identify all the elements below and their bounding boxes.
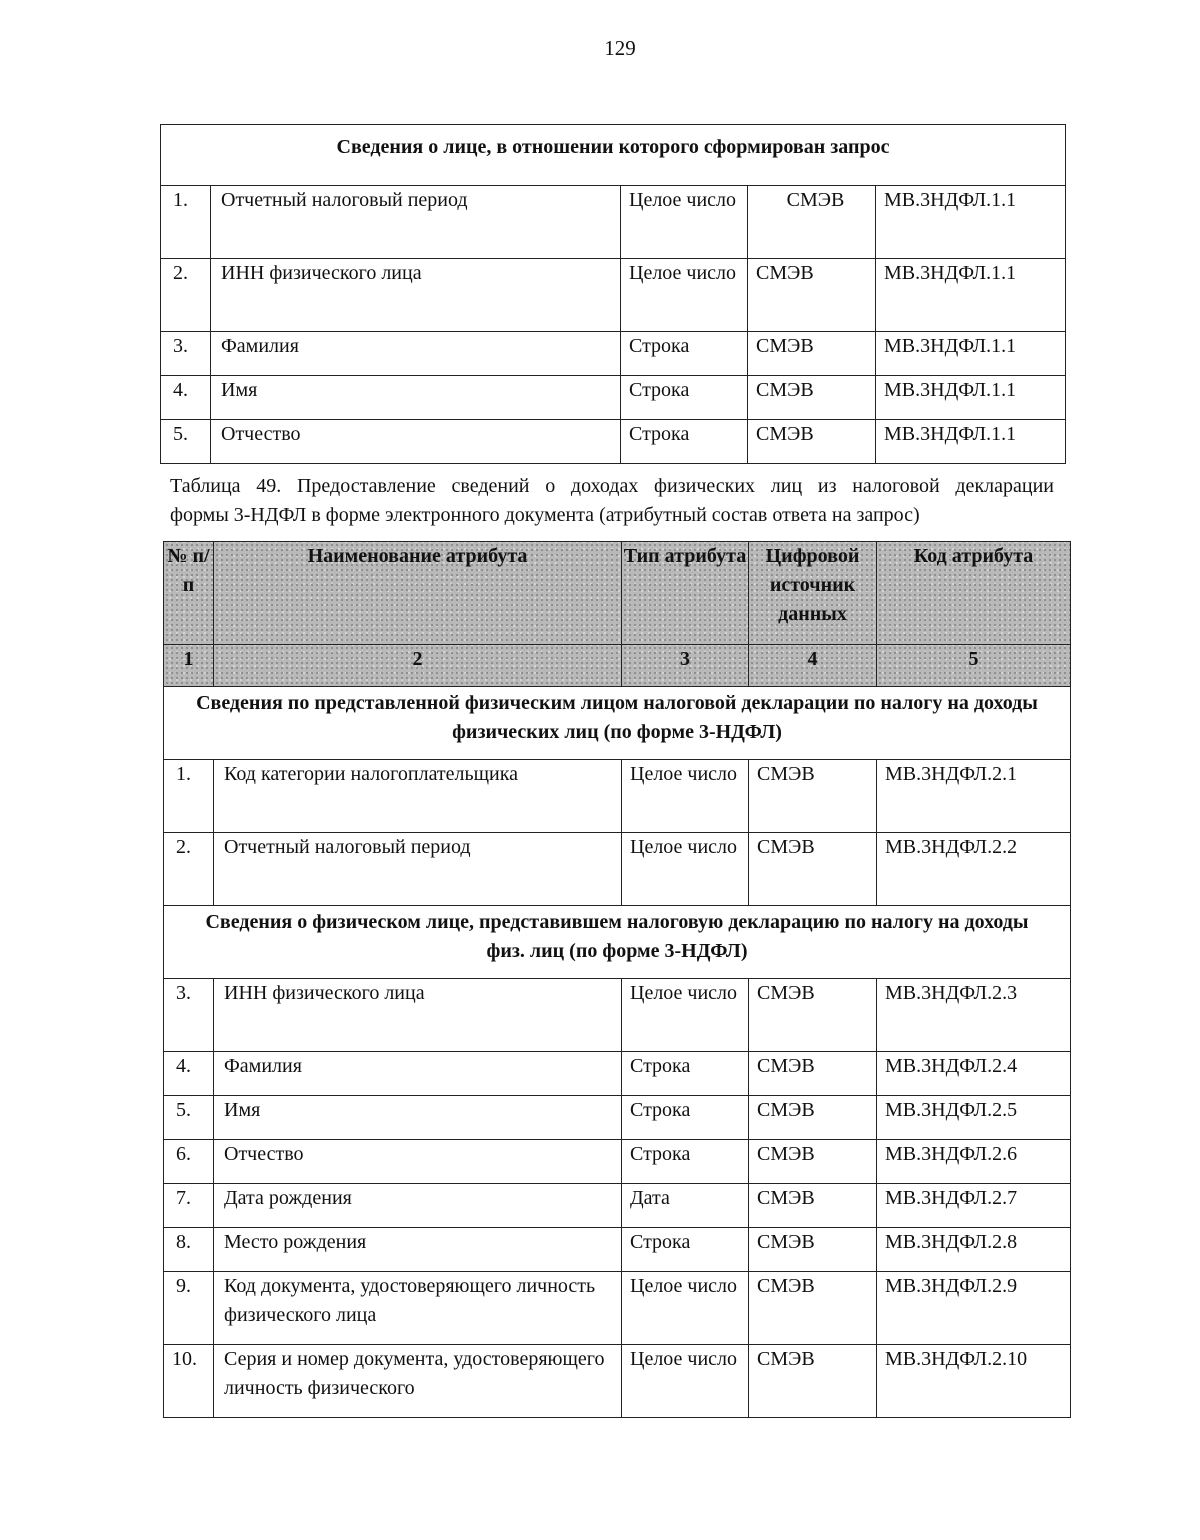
- attribute-code: МВ.3НДФЛ.1.1: [876, 420, 1066, 464]
- attribute-code: МВ.3НДФЛ.2.1: [877, 760, 1071, 833]
- attribute-code: МВ.3НДФЛ.1.1: [876, 186, 1066, 259]
- column-number: 4: [749, 645, 877, 687]
- section-title: Сведения по представленной физическим лицом налоговой декларации по налогу на доходы физических лиц (по форме 3-НДФЛ): [164, 687, 1071, 760]
- header-attribute-name: Наименование атрибута: [214, 542, 622, 645]
- attribute-name: Дата рождения: [214, 1184, 622, 1228]
- header-data-source: Цифровой источник данных: [749, 542, 877, 645]
- table-row: [164, 1184, 1071, 1228]
- section-title: Сведения о физическом лице, представившем налоговую декларацию по налогу на доходы физ. лиц (по форме 3-НДФЛ): [164, 906, 1071, 979]
- data-source: СМЭВ: [749, 833, 877, 906]
- attribute-name: Отчество: [214, 1140, 622, 1184]
- attribute-type: Целое число: [621, 186, 748, 259]
- attribute-type: Строка: [621, 420, 748, 464]
- attribute-type: Целое число: [622, 833, 749, 906]
- attribute-code: МВ.3НДФЛ.2.2: [877, 833, 1071, 906]
- section-title: Сведения о лице, в отношении которого сформирован запрос: [161, 125, 1066, 186]
- table-caption: [170, 472, 1054, 530]
- attribute-code: МВ.3НДФЛ.1.1: [876, 332, 1066, 376]
- row-number: 5.: [164, 1096, 214, 1140]
- attribute-code: МВ.3НДФЛ.2.9: [877, 1272, 1071, 1345]
- table-row: [164, 1140, 1071, 1184]
- attribute-name: Отчетный налоговый период: [211, 186, 621, 259]
- data-source: СМЭВ: [749, 1184, 877, 1228]
- attribute-code: МВ.3НДФЛ.1.1: [876, 259, 1066, 332]
- column-number: 1: [164, 645, 214, 687]
- data-source: СМЭВ: [749, 1228, 877, 1272]
- data-source: СМЭВ: [749, 1345, 877, 1418]
- attribute-name: Отчетный налоговый период: [214, 833, 622, 906]
- row-number: 1.: [161, 186, 211, 259]
- attribute-type: Строка: [621, 376, 748, 420]
- table-row: [161, 420, 1066, 464]
- attribute-name: Серия и номер документа, удостоверяющего личность физического: [214, 1345, 622, 1418]
- section-header-row: [164, 906, 1071, 979]
- attribute-code: МВ.3НДФЛ.2.5: [877, 1096, 1071, 1140]
- table-row: [161, 332, 1066, 376]
- attribute-name: Место рождения: [214, 1228, 622, 1272]
- attribute-name: ИНН физического лица: [211, 259, 621, 332]
- attribute-code: МВ.3НДФЛ.2.7: [877, 1184, 1071, 1228]
- row-number: 7.: [164, 1184, 214, 1228]
- attribute-name: Имя: [211, 376, 621, 420]
- attribute-type: Строка: [622, 1228, 749, 1272]
- table-row: [164, 1228, 1071, 1272]
- attribute-code: МВ.3НДФЛ.2.10: [877, 1345, 1071, 1418]
- data-source: СМЭВ: [748, 332, 876, 376]
- table-row: [161, 376, 1066, 420]
- attribute-type: Строка: [622, 1096, 749, 1140]
- attribute-name: Код документа, удостоверяющего личность физического лица: [214, 1272, 622, 1345]
- header-number: № п/п: [164, 542, 214, 645]
- caption-line-2: формы 3-НДФЛ в форме электронного документа (атрибутный состав ответа на запрос): [170, 504, 920, 526]
- section-header-row: [164, 687, 1071, 760]
- income-declaration-table: [163, 541, 1071, 1418]
- column-header-row: [164, 542, 1071, 645]
- table-row: [164, 1096, 1071, 1140]
- column-number: 2: [214, 645, 622, 687]
- attribute-type: Строка: [622, 1052, 749, 1096]
- attribute-name: Код категории налогоплательщика: [214, 760, 622, 833]
- attribute-code: МВ.3НДФЛ.1.1: [876, 376, 1066, 420]
- attribute-name: ИНН физического лица: [214, 979, 622, 1052]
- table-row: [164, 833, 1071, 906]
- page-number: 129: [604, 36, 636, 60]
- row-number: 3.: [164, 979, 214, 1052]
- row-number: 5.: [161, 420, 211, 464]
- attribute-code: МВ.3НДФЛ.2.8: [877, 1228, 1071, 1272]
- row-number: 9.: [164, 1272, 214, 1345]
- attribute-code: МВ.3НДФЛ.2.4: [877, 1052, 1071, 1096]
- row-number: 10.: [164, 1345, 214, 1418]
- header-attribute-type: Тип атрибута: [622, 542, 749, 645]
- data-source: СМЭВ: [749, 1272, 877, 1345]
- row-number: 3.: [161, 332, 211, 376]
- section-header-row: [161, 125, 1066, 186]
- data-source: СМЭВ: [749, 760, 877, 833]
- caption-line-1: Таблица 49. Предоставление сведений о доходах физических лиц из налоговой декларации: [170, 475, 1054, 497]
- attribute-name: Фамилия: [214, 1052, 622, 1096]
- data-source: СМЭВ: [748, 420, 876, 464]
- table-row: [164, 760, 1071, 833]
- table-row: [161, 186, 1066, 259]
- attribute-type: Целое число: [622, 1345, 749, 1418]
- data-source: СМЭВ: [749, 979, 877, 1052]
- attribute-type: Дата: [622, 1184, 749, 1228]
- row-number: 8.: [164, 1228, 214, 1272]
- attribute-code: МВ.3НДФЛ.2.3: [877, 979, 1071, 1052]
- row-number: 4.: [161, 376, 211, 420]
- table-row: [164, 979, 1071, 1052]
- request-person-table: [160, 124, 1066, 464]
- column-number: 5: [877, 645, 1071, 687]
- attribute-type: Целое число: [621, 259, 748, 332]
- column-number-row: [164, 645, 1071, 687]
- attribute-name: Отчество: [211, 420, 621, 464]
- data-source: СМЭВ: [748, 376, 876, 420]
- row-number: 1.: [164, 760, 214, 833]
- table-row: [164, 1345, 1071, 1418]
- data-source: СМЭВ: [748, 186, 876, 259]
- header-attribute-code: Код атрибута: [877, 542, 1071, 645]
- attribute-type: Целое число: [622, 760, 749, 833]
- data-source: СМЭВ: [749, 1052, 877, 1096]
- table-row: [164, 1272, 1071, 1345]
- row-number: 2.: [164, 833, 214, 906]
- data-source: СМЭВ: [748, 259, 876, 332]
- attribute-type: Строка: [622, 1140, 749, 1184]
- data-source: СМЭВ: [749, 1140, 877, 1184]
- attribute-name: Имя: [214, 1096, 622, 1140]
- attribute-type: Строка: [621, 332, 748, 376]
- data-source: СМЭВ: [749, 1096, 877, 1140]
- table-row: [164, 1052, 1071, 1096]
- row-number: 2.: [161, 259, 211, 332]
- attribute-type: Целое число: [622, 979, 749, 1052]
- table-row: [161, 259, 1066, 332]
- row-number: 6.: [164, 1140, 214, 1184]
- row-number: 4.: [164, 1052, 214, 1096]
- attribute-type: Целое число: [622, 1272, 749, 1345]
- column-number: 3: [622, 645, 749, 687]
- attribute-name: Фамилия: [211, 332, 621, 376]
- attribute-code: МВ.3НДФЛ.2.6: [877, 1140, 1071, 1184]
